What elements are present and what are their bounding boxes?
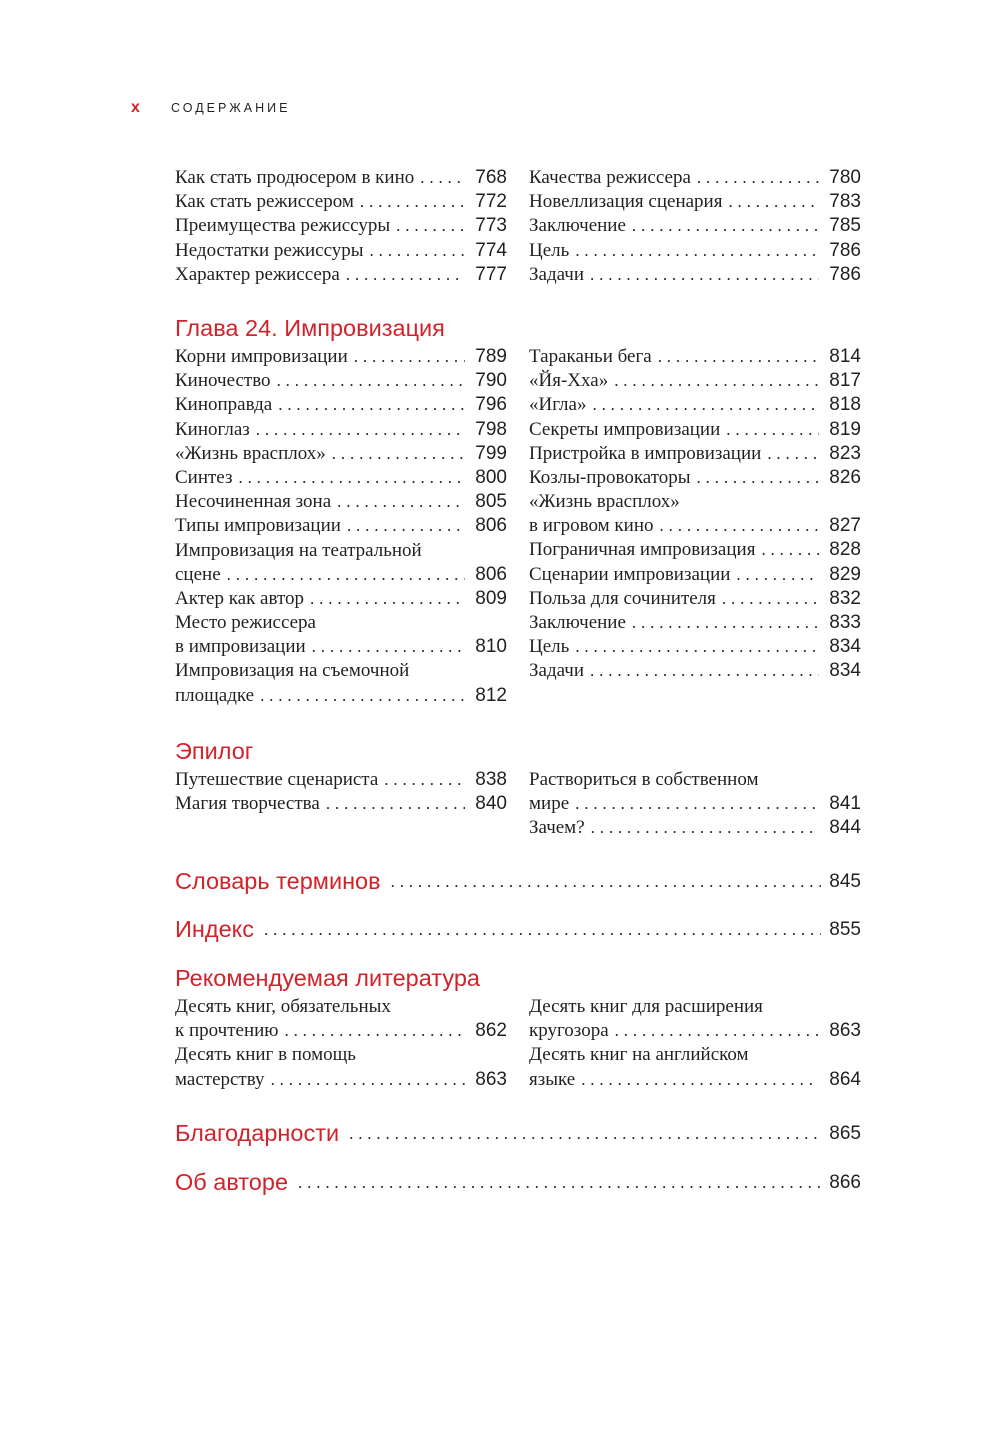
toc-entry-page: 826 [829, 466, 861, 488]
toc-entry-title: в импровизации [175, 636, 306, 658]
leader-dots [260, 684, 465, 708]
toc-entry-page: 823 [829, 442, 861, 464]
leader-dots [346, 263, 465, 287]
glossary-page: 845 [829, 871, 861, 892]
leader-dots [697, 166, 819, 190]
toc-entry-title: «Йя-Хха» [529, 370, 609, 392]
toc-entry-title: Несочиненная зона [175, 491, 332, 513]
leader-dots [728, 190, 819, 214]
leader-dots [767, 442, 819, 466]
toc-entry-title: Качества режиссера [529, 166, 691, 188]
toc-entry-title: Путешествие сценариста [175, 768, 379, 790]
toc-entry-title: Заключение [529, 215, 626, 237]
toc-column-right [529, 995, 861, 1092]
leader-dots [761, 538, 819, 562]
toc-entry-page: 789 [475, 345, 507, 367]
toc-entry-title: Как стать продюсером в кино [175, 166, 415, 188]
toc-entry-page: 840 [475, 793, 507, 815]
toc-entry-title: Заключение [529, 612, 626, 634]
toc-entry [175, 490, 507, 514]
toc-entry-title: сцене [175, 563, 221, 585]
toc-entry-page: 814 [829, 345, 861, 367]
toc-entry-title: мире [529, 793, 570, 815]
toc-entry-page: 863 [475, 1068, 507, 1090]
leader-dots [310, 587, 465, 611]
toc-entry [175, 635, 507, 659]
toc-entry-page: 832 [829, 587, 861, 609]
leader-dots [326, 792, 465, 816]
toc-entry [529, 514, 861, 538]
toc-entry [175, 684, 507, 708]
toc-index [175, 914, 861, 944]
glossary-title: Словарь терминов [175, 868, 381, 894]
leader-dots [726, 418, 819, 442]
toc-entry-title: Киночество [175, 370, 271, 392]
toc-entry-page: 810 [475, 636, 507, 658]
toc-entry [529, 190, 861, 214]
toc-entry-page: 806 [475, 563, 507, 585]
leader-dots [590, 659, 819, 683]
toc-entry-page: 809 [475, 587, 507, 609]
toc-entry [529, 263, 861, 287]
toc-entry [529, 239, 861, 263]
toc-glossary [175, 866, 861, 896]
toc-entry-page: 777 [475, 263, 507, 285]
page-folio: x [131, 99, 140, 116]
toc-entry [175, 1019, 507, 1043]
toc-entry [529, 611, 861, 635]
toc-entry-page: 863 [829, 1020, 861, 1042]
toc-entry-page: 819 [829, 418, 861, 440]
toc-entry-title: в игровом кино [529, 515, 654, 537]
toc-column-right [529, 166, 861, 287]
toc-entry [529, 816, 861, 840]
toc-entry-title: Цель [529, 239, 570, 261]
toc-entry-first-line: Место режиссера [175, 612, 316, 634]
toc-entry-page: 800 [475, 466, 507, 488]
acknowledgements-title: Благодарности [175, 1120, 340, 1146]
toc-entry-title: кругозора [529, 1020, 609, 1042]
toc-entry-page: 806 [475, 515, 507, 537]
toc-entry-title: языке [529, 1068, 576, 1090]
toc-entry [175, 166, 507, 190]
toc-entry-page: 786 [829, 263, 861, 285]
running-title: СОДЕРЖАНИЕ [171, 101, 291, 115]
toc-entry-first-line: Импровизация на театральной [175, 539, 422, 561]
toc-entry-title: Характер режиссера [175, 263, 340, 285]
toc-entry-page: 864 [829, 1068, 861, 1090]
toc-entry-title: площадке [175, 684, 255, 706]
toc-entry-first-line: Десять книг в помощь [175, 1044, 356, 1066]
toc-entry-page: 772 [475, 191, 507, 213]
epilogue-heading: Эпилог [175, 738, 254, 764]
leader-dots [632, 611, 819, 635]
toc-entry [529, 214, 861, 238]
toc-entry-page: 790 [475, 370, 507, 392]
toc-entry [529, 166, 861, 190]
toc-entry [529, 442, 861, 466]
toc-entry [529, 1068, 861, 1092]
toc-entry-title: Секреты импровизации [529, 418, 721, 440]
leader-dots [420, 166, 465, 190]
toc-entry [529, 345, 861, 369]
leader-dots [256, 418, 465, 442]
leader-dots [632, 214, 819, 238]
leader-dots [227, 563, 465, 587]
toc-entry-title: Как стать режиссером [175, 191, 354, 213]
toc-entry-page: 818 [829, 394, 861, 416]
toc-entry-page: 783 [829, 191, 861, 213]
toc-entry-page: 827 [829, 515, 861, 537]
toc-chapter-24 [175, 313, 861, 708]
leader-dots [349, 1124, 821, 1144]
toc-entry-title: Новеллизация сценария [529, 191, 723, 213]
toc-entry [175, 190, 507, 214]
toc-entry-page: 774 [475, 239, 507, 261]
toc-entry [529, 369, 861, 393]
toc-entry-title: Корни импровизации [175, 345, 348, 367]
toc-entry-title: Синтез [175, 466, 233, 488]
toc-entry-title: Польза для сочинителя [529, 587, 716, 609]
toc-entry-page: 829 [829, 563, 861, 585]
toc-entry-page: 786 [829, 239, 861, 261]
toc-entry [175, 345, 507, 369]
toc-entry-page: 828 [829, 539, 861, 561]
leader-dots [312, 635, 465, 659]
toc-entry [529, 466, 861, 490]
toc-entry-page: 862 [475, 1020, 507, 1042]
toc-entry-title: Зачем? [529, 817, 585, 839]
toc-entry-page: 838 [475, 768, 507, 790]
toc-entry [175, 442, 507, 466]
chapter-heading: Глава 24. Импровизация [175, 315, 445, 341]
leader-dots [575, 239, 819, 263]
toc-entry-first-line: «Жизнь врасплох» [529, 491, 680, 513]
leader-dots [277, 369, 465, 393]
leader-dots [590, 263, 819, 287]
index-title: Индекс [175, 916, 254, 942]
toc-entry [175, 587, 507, 611]
leader-dots [660, 514, 819, 538]
toc-entry [175, 563, 507, 587]
toc-entry-title: «Жизнь врасплох» [175, 442, 326, 464]
toc-entry-page: 841 [829, 793, 861, 815]
toc-entry [175, 418, 507, 442]
toc-column-left [175, 345, 507, 708]
running-header [131, 98, 290, 118]
toc-column-left [175, 995, 507, 1092]
toc-entry-first-line: Раствориться в собственном [529, 769, 759, 790]
toc-about-author [175, 1167, 861, 1197]
toc-entry [175, 239, 507, 263]
leader-dots [384, 768, 465, 792]
toc-entry-title: Киноправда [175, 394, 273, 416]
toc-entry [529, 587, 861, 611]
toc-entry [175, 214, 507, 238]
toc-entry-page: 773 [475, 215, 507, 237]
toc-entry [175, 393, 507, 417]
toc-entry [175, 792, 507, 816]
leader-dots [278, 393, 465, 417]
toc-entry-page: 805 [475, 491, 507, 513]
toc-entry [175, 1068, 507, 1092]
toc-entry [529, 563, 861, 587]
toc-block-directing [175, 166, 861, 287]
toc-acknowledgements [175, 1118, 861, 1148]
about-page: 866 [829, 1172, 861, 1193]
toc-entry [175, 369, 507, 393]
toc-entry-title: Сценарии импровизации [529, 563, 731, 585]
leader-dots [736, 563, 819, 587]
leader-dots [658, 345, 819, 369]
leader-dots [347, 514, 465, 538]
leader-dots [581, 1068, 819, 1092]
toc-entry-page: 834 [829, 660, 861, 682]
leader-dots [591, 816, 819, 840]
toc-entry-title: Актер как автор [175, 587, 305, 609]
toc-entry-first-line: Импровизация на съемочной [175, 660, 410, 682]
toc-entry-title: Типы импровизации [175, 515, 341, 537]
leader-dots [370, 239, 465, 263]
toc-entry [175, 768, 507, 792]
leader-dots [697, 466, 819, 490]
toc-entry-title: Задачи [529, 263, 585, 285]
toc-entry-first-line: Десять книг для расширения [529, 996, 763, 1017]
toc-entry [529, 1019, 861, 1043]
toc-entry [529, 539, 861, 563]
toc-entry-title: Преимущества режиссуры [175, 215, 391, 237]
toc-entry-title: к прочтению [175, 1020, 279, 1042]
toc-entry-title: Задачи [529, 660, 585, 682]
leader-dots [592, 393, 819, 417]
toc-column-right [529, 768, 861, 841]
toc-column-right [529, 345, 861, 708]
leader-dots [391, 872, 822, 892]
toc-entry-title: Пограничная импровизация [529, 539, 756, 561]
toc-entry [175, 514, 507, 538]
toc-entry-title: Магия творчества [175, 793, 320, 815]
toc-entry-title: Недостатки режиссуры [175, 239, 364, 261]
toc-entry-page: 844 [829, 817, 861, 839]
toc-entry-first-line: Десять книг, обязательных [175, 996, 391, 1017]
toc-recommended-reading [175, 963, 861, 1092]
toc-entry-page: 834 [829, 636, 861, 658]
leader-dots [614, 369, 819, 393]
toc-entry [529, 792, 861, 816]
leader-dots [615, 1019, 819, 1043]
leader-dots [284, 1019, 465, 1043]
acknowledgements-page: 865 [829, 1123, 861, 1144]
leader-dots [354, 345, 465, 369]
leader-dots [575, 635, 819, 659]
toc-entry-title: мастерству [175, 1068, 265, 1090]
toc-entry-page: 798 [475, 418, 507, 440]
leader-dots [396, 214, 465, 238]
toc-entry-title: «Игла» [529, 394, 587, 416]
toc-entry-page: 780 [829, 166, 861, 188]
toc-entry-page: 833 [829, 612, 861, 634]
toc-entry-title: Тараканьи бега [529, 345, 652, 367]
toc-epilogue [175, 736, 861, 841]
about-title: Об авторе [175, 1169, 289, 1195]
toc-entry-page: 796 [475, 394, 507, 416]
toc-entry [529, 418, 861, 442]
toc-entry-title: Пристройка в импровизации [529, 442, 762, 464]
leader-dots [360, 190, 465, 214]
toc-entry [529, 635, 861, 659]
leader-dots [238, 466, 465, 490]
toc-entry-page: 812 [475, 684, 507, 706]
toc-entry [175, 466, 507, 490]
leader-dots [332, 442, 465, 466]
leader-dots [264, 920, 821, 940]
leader-dots [722, 587, 819, 611]
leader-dots [271, 1068, 465, 1092]
toc-entry-title: Козлы-провокаторы [529, 466, 691, 488]
toc-entry [529, 393, 861, 417]
toc-entry-first-line: Десять книг на английском [529, 1044, 749, 1066]
toc-column-left [175, 166, 507, 287]
leader-dots [575, 792, 819, 816]
index-page: 855 [829, 919, 861, 940]
toc-entry-title: Киноглаз [175, 418, 250, 440]
leader-dots [298, 1173, 821, 1193]
toc-column-left [175, 768, 507, 841]
leader-dots [337, 490, 465, 514]
toc-entry-page: 785 [829, 215, 861, 237]
reading-heading: Рекомендуемая литература [175, 965, 480, 991]
toc-entry-title: Цель [529, 636, 570, 658]
toc-entry-page: 799 [475, 442, 507, 464]
toc-entry-page: 817 [829, 370, 861, 392]
toc-entry [175, 263, 507, 287]
toc-entry-page: 768 [475, 166, 507, 188]
toc-entry [529, 659, 861, 683]
